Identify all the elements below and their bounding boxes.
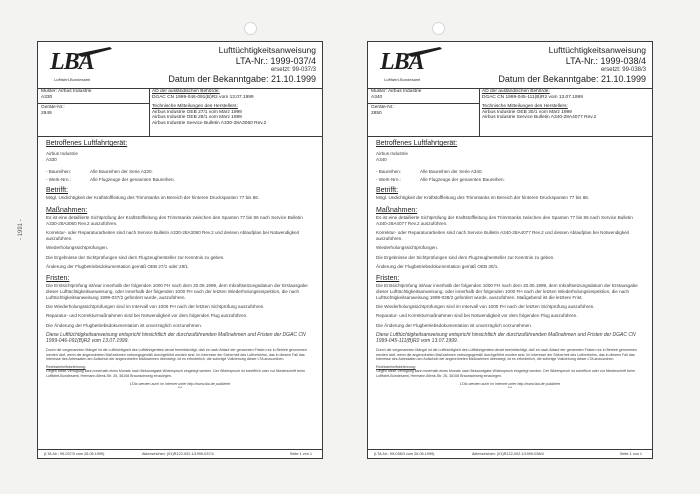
deadline-item: Die Änderung der Flugbetriebsdokumentation ist unverzüglich vorzunehmen. xyxy=(376,322,533,328)
footer-page-count: Seite 1 von 1 xyxy=(619,452,642,456)
internet-note: LTAs werden auch im Internet unter http://www.lba.de publiziert xyxy=(129,381,231,386)
deadline-item: Die Erstsichtprüfung ist/war innerhalb der folgenden 1000 FH nach dem 20.05.1999, dem Inkraftsetzungsdatum der Erstausgabe dieser Lufttüchtigkeitsanweisung, oder innerhalb der folgenden 1000 FH nach der letzten Wiederholungsinspektion, die nach Lufttüchtigkeitsanweisung 1999-038/2 gefordert wurde, auszuführen. Maßgebend ist die letztere Frist. xyxy=(376,282,638,300)
concern-heading: Betrifft: xyxy=(46,187,69,195)
document-footer xyxy=(368,449,652,458)
lba-logo xyxy=(46,45,114,85)
device-label: Geräte-Nr.: xyxy=(41,105,65,110)
legal-text: Gegen diese Verfügung kann innerhalb eines Monats nach Bekanntgabe Widerspruch eingelegt werden. Der Widerspruch ist schriftlich oder zur Niederschrift beim Luftfahrt-Bundesamt, Hermann-Blenk-Str. 26, 38108 Braunschweig einzulegen. xyxy=(376,369,635,378)
measure-item: Es ist eine detaillierte Sichtprüfung der Kraftstoffleitung des Trimmtanks zwischen den Spanten 77 bis 86 nach Service Bulletin A340-28A4077 Rev.2 auszuführen. xyxy=(376,214,633,226)
foreign-ad-label: AD der ausländischen Behörde: xyxy=(152,89,220,94)
pattern-label: Muster: Airbus Industrie xyxy=(371,89,422,94)
lba-logo xyxy=(376,45,444,85)
serial-label: - Werk-Nrn.: xyxy=(376,177,401,183)
measure-item: Wiederholungssichtprüfungen. xyxy=(46,245,109,251)
measures-heading: Maßnahmen: xyxy=(376,206,418,214)
measure-item: Die Ergebnisse der Sichtprüfungen sind dem Flugzeughersteller zur Kenntnis zu geben. xyxy=(46,254,225,260)
tech-note-line: Airbus Industrie OEB 28/1 vom März 1999 xyxy=(152,115,242,121)
deadline-item: Reparatur- und Korrekturmaßnahmen sind bei Notwendigkeit vor dem folgenden Flug auszuführen. xyxy=(376,313,578,319)
deadline-item: Die Wiederholungssichtprüfungen sind im Intervall von 1000 FH nach der letzten Sichtprüfung auszuführen. xyxy=(46,303,265,309)
doc-title: Lufttüchtigkeitsanweisung xyxy=(218,45,316,55)
footer-file-number: Aktenzeichen: (01)R122-002.1/1999-037/4 xyxy=(142,452,214,456)
measure-item: Wiederholungssichtprüfungen. xyxy=(376,245,439,251)
serial-value: Alle Flugzeuge der genannten Baureihen. xyxy=(420,177,505,183)
info-grid xyxy=(368,88,652,137)
footer-previous-lta: (LTA-Nr.: 99-037/3 vom 26.05.1999) xyxy=(44,452,105,456)
announcement-date: Datum der Bekanntgabe: 21.10.1999 xyxy=(498,74,646,84)
legal-label: Rechtsbehelfsbelehrung: xyxy=(46,364,86,369)
device-label: Geräte-Nr.: xyxy=(371,105,395,110)
measure-item: Korrektur- oder Reparaturarbeiten sind nach Service Bulletin A340-28A4077 Rev.2 und dessen Ablaufplan bei Notwendigkeit auszuführen. xyxy=(376,230,629,241)
measure-item: Änderung der Flugbetriebsdokumentation gemäß OEB 30/1. xyxy=(376,264,499,270)
tech-note-line: Airbus Industrie Service Bulletin A330-28A3060 Rev.2 xyxy=(152,120,267,126)
info-grid xyxy=(38,88,322,137)
legal-label: Rechtsbehelfsbelehrung: xyxy=(376,364,416,369)
announcement-date: Datum der Bekanntgabe: 21.10.1999 xyxy=(168,74,316,84)
measure-item: Es ist eine detaillierte Sichtprüfung der Kraftstoffleitung des Trimmtanks zwischen den Spanten 77 bis 86 nach Service Bulletin A330-28A3060 Rev.2 auszuführen. xyxy=(46,214,303,226)
punch-hole-right xyxy=(432,22,445,35)
end-stars: *** xyxy=(177,386,183,391)
tech-notes-label: Technische Mitteilungen des Herstellers: xyxy=(152,104,238,109)
document-body xyxy=(46,139,314,391)
concern-text: Mögl. Undichtigkeit der Kraftstoffleitung des Trimmtanks im Bereich der hinteren Druckspanten 77 bis 86. xyxy=(46,195,260,201)
lta-number: LTA-Nr.: 1999-037/4 xyxy=(235,56,316,66)
deadline-item: Die Wiederholungssichtprüfungen sind im Intervall von 1000 FH nach der letzten Sichtprüfung auszuführen. xyxy=(376,303,595,309)
internet-note: LTAs werden auch im Internet unter http://www.lba.de publiziert xyxy=(459,381,561,386)
lta-number: LTA-Nr.: 1999-038/4 xyxy=(565,56,646,66)
affected-line: Airbus Industrie xyxy=(376,151,408,156)
replaces-number: ersetzt: 99-037/3 xyxy=(270,67,316,73)
logo-lettering: LBA xyxy=(380,49,424,75)
punch-hole-left xyxy=(244,22,257,35)
deadlines-heading: Fristen: xyxy=(376,274,400,282)
series-value: Alle Baureihen der Serie A330. xyxy=(90,168,153,174)
tech-note-line: Airbus Industrie OEB 27/1 vom März 1999 xyxy=(152,109,242,115)
measure-item: Änderung der Flugbetriebsdokumentation gemäß OEB 27/1 oder 28/1. xyxy=(46,264,190,270)
measure-item: Die Ergebnisse der Sichtprüfungen sind dem Flugzeughersteller zur Kenntnis zu geben. xyxy=(376,254,555,260)
deadline-item: Reparatur- und Korrekturmaßnahmen sind bei Notwendigkeit vor dem folgenden Flug auszuführen. xyxy=(46,313,248,319)
airworthiness-directive-right xyxy=(367,41,653,459)
affected-line: A340 xyxy=(376,156,387,162)
tech-note-line: Airbus Industrie OEB 30/1 vom März 1999 xyxy=(482,109,572,115)
deadline-item: Die Änderung der Flugbetriebsdokumentation ist unverzüglich vorzunehmen. xyxy=(46,322,203,328)
affected-line: Airbus Industrie xyxy=(46,151,78,156)
affected-line: A330 xyxy=(46,156,57,162)
pattern-label: Muster: Airbus Industrie xyxy=(41,89,92,94)
affected-heading: Betroffenes Luftfahrtgerät: xyxy=(376,140,458,147)
measures-heading: Maßnahmen: xyxy=(46,206,88,214)
side-page-mark: - 1991 - xyxy=(18,219,24,240)
affected-heading: Betroffenes Luftfahrtgerät: xyxy=(46,140,128,147)
authority-name: Luftfahrt-Bundesamt xyxy=(384,77,421,82)
enforcement-note: Durch die vorgenannten Mängel ist die Lufttüchtigkeit des Luftfahrtgerätes derart beeinträchtigt, daß es nach Ablauf der genannten Fristen nur in Betrieb genommen werden darf, wenn die angeordneten Maßnahmen ordnungsgemäß durchgeführt worden sind. Im Interesse der Sicherheit des Luftverkehrs, das in diesem Fall das Interesse des Adressaten am Aufschub der angeordneten Maßnahmen überwiegt, ist es erforderlich, die sofortige Vollziehung dieser LTA anzuordnen. xyxy=(376,348,637,361)
foreign-ad-label: AD der ausländischen Behörde: xyxy=(482,89,550,94)
document-header xyxy=(38,42,322,89)
logo-lettering: LBA xyxy=(50,49,94,75)
pattern-value: A340 xyxy=(371,95,383,100)
concern-heading: Betrifft: xyxy=(376,187,399,195)
series-label: - Baureihen: xyxy=(376,168,402,174)
device-value: 2849 xyxy=(41,111,52,116)
foreign-ad-value: DGAC CN 1999-046-091(B)R2 vom 13.07.1999 xyxy=(152,94,254,100)
end-stars: *** xyxy=(507,386,513,391)
document-body xyxy=(376,139,644,391)
footer-file-number: Aktenzeichen: (01)R122-002.1/1999-038/4 xyxy=(472,452,544,456)
series-label: - Baureihen: xyxy=(46,168,72,174)
serial-label: - Werk-Nrn.: xyxy=(46,177,71,183)
conformity-note: Diese Lufttüchtigkeitsanweisung entspricht hinsichtlich der durchzuführenden Maßnahmen und Fristen der DGAC CN 1999-046-091(B)R2 vom 13.07.1999. xyxy=(46,332,306,345)
pattern-value: A330 xyxy=(41,95,53,100)
enforcement-note: Durch die vorgenannten Mängel ist die Lufttüchtigkeit des Luftfahrtgerätes derart beeinträchtigt, daß es nach Ablauf der genannten Fristen nur in Betrieb genommen werden darf, wenn die angeordneten Maßnahmen ordnungsgemäß durchgeführt worden sind. Im Interesse der Sicherheit des Luftverkehrs, das in diesem Fall das Interesse des Adressaten am Aufschub der angeordneten Maßnahmen überwiegt, ist es erforderlich, die sofortige Vollziehung dieser LTA anzuordnen. xyxy=(46,348,307,361)
serial-value: Alle Flugzeuge der genannten Baureihen. xyxy=(90,177,175,183)
authority-name: Luftfahrt-Bundesamt xyxy=(54,77,91,82)
series-value: Alle Baureihen der Serie A340. xyxy=(420,168,483,174)
footer-page-count: Seite 1 von 1 xyxy=(289,452,312,456)
device-value: 2850 xyxy=(371,111,382,116)
legal-text: Gegen diese Verfügung kann innerhalb eines Monats nach Bekanntgabe Widerspruch eingelegt werden. Der Widerspruch ist schriftlich oder zur Niederschrift beim Luftfahrt-Bundesamt, Hermann-Blenk-Str. 26, 38108 Braunschweig einzulegen. xyxy=(46,369,305,378)
deadline-item: Die Erstsichtprüfung ist/war innerhalb der folgenden 1000 FH nach dem 20.05.1999, dem Inkraftsetzungsdatum der Erstausgabe dieser Lufttüchtigkeitsanweisung, oder innerhalb der folgenden 1000 FH nach der letzten Wiederholungsinspektion, die nach Lufttüchtigkeitsanweisung 1999-037/2 gefordert wurde, auszuführen. xyxy=(46,282,308,300)
measure-item: Korrektur- oder Reparaturarbeiten sind nach Service Bulletin A330-28A3060 Rev.2 und dessen Ablaufplan bei Notwendigkeit auszuführen. xyxy=(46,230,299,241)
document-header xyxy=(368,42,652,89)
footer-previous-lta: (LTA-Nr.: 99-038/3 vom 26.05.1999) xyxy=(374,452,435,456)
tech-note-line: Airbus Industrie Service Bulletin A340-28A4077 Rev.2 xyxy=(482,115,597,121)
tech-notes-label: Technische Mitteilungen des Herstellers: xyxy=(482,104,568,109)
document-footer xyxy=(38,449,322,458)
conformity-note: Diese Lufttüchtigkeitsanweisung entspricht hinsichtlich der durchzuführenden Maßnahmen und Fristen der DGAC CN 1999-045-111(B)R2 vom 13.07.1999. xyxy=(376,332,636,345)
foreign-ad-value: DGAC CN 1999-045-111(B)R2 vom 13.07.1999 xyxy=(482,94,583,100)
airworthiness-directive-left xyxy=(37,41,323,459)
concern-text: Mögl. Undichtigkeit der Kraftstoffleitung des Trimmtanks im Bereich der hinteren Druckspanten 77 bis 86. xyxy=(376,195,590,201)
replaces-number: ersetzt: 99-038/3 xyxy=(600,67,646,73)
doc-title: Lufttüchtigkeitsanweisung xyxy=(548,45,646,55)
deadlines-heading: Fristen: xyxy=(46,274,70,282)
